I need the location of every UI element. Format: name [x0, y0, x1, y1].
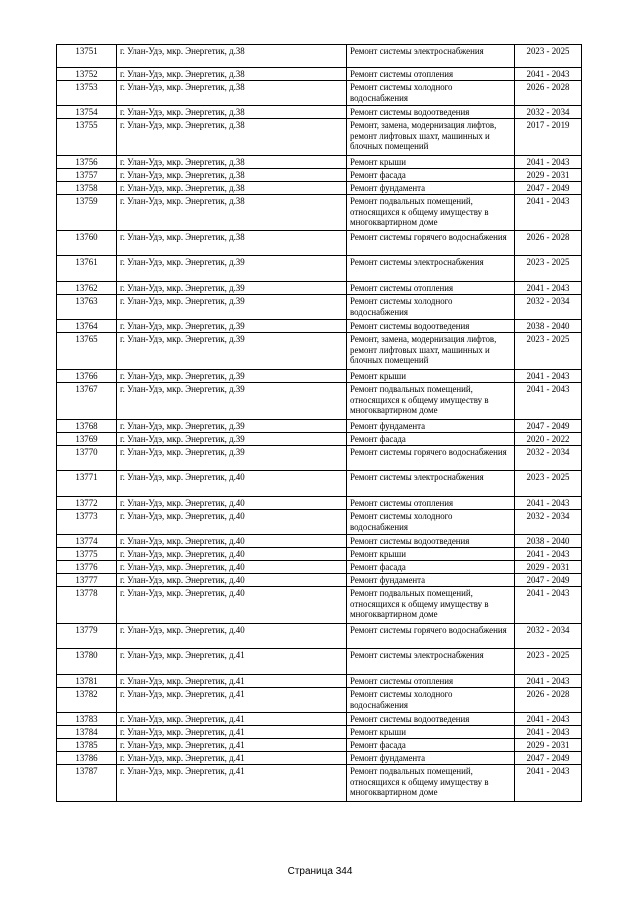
row-address: г. Улан-Удэ, мкр. Энергетик, д.40 — [117, 510, 347, 535]
row-number: 13774 — [57, 535, 117, 548]
row-address: г. Улан-Удэ, мкр. Энергетик, д.39 — [117, 446, 347, 471]
row-number: 13760 — [57, 231, 117, 256]
table-row — [57, 497, 582, 510]
row-number: 13778 — [57, 587, 117, 624]
row-work-type: Ремонт системы водоотведения — [347, 320, 515, 333]
row-address: г. Улан-Удэ, мкр. Энергетик, д.39 — [117, 383, 347, 420]
row-number: 13755 — [57, 119, 117, 156]
table-row — [57, 433, 582, 446]
row-period: 2017 - 2019 — [515, 119, 582, 156]
row-work-type: Ремонт системы горячего водоснабжения — [347, 231, 515, 256]
page-number: Страница 344 — [287, 866, 353, 877]
row-work-type: Ремонт системы холодного водоснабжения — [347, 81, 515, 106]
row-number: 13759 — [57, 195, 117, 231]
row-period: 2047 - 2049 — [515, 752, 582, 765]
row-address: г. Улан-Удэ, мкр. Энергетик, д.38 — [117, 169, 347, 182]
table-row — [57, 688, 582, 713]
row-number: 13763 — [57, 295, 117, 320]
row-number: 13754 — [57, 106, 117, 119]
row-work-type: Ремонт фасада — [347, 169, 515, 182]
table-body — [57, 45, 582, 802]
row-period: 2029 - 2031 — [515, 169, 582, 182]
table-row — [57, 574, 582, 587]
row-address: г. Улан-Удэ, мкр. Энергетик, д.40 — [117, 624, 347, 649]
table-row — [57, 587, 582, 624]
row-number: 13757 — [57, 169, 117, 182]
row-address: г. Улан-Удэ, мкр. Энергетик, д.38 — [117, 195, 347, 231]
row-work-type: Ремонт подвальных помещений, относящихся к общему имуществу в многоквартирном доме — [347, 765, 515, 802]
row-work-type: Ремонт фасада — [347, 739, 515, 752]
table-row — [57, 548, 582, 561]
row-period: 2023 - 2025 — [515, 45, 582, 68]
row-period: 2041 - 2043 — [515, 587, 582, 624]
table-row — [57, 370, 582, 383]
row-address: г. Улан-Удэ, мкр. Энергетик, д.40 — [117, 574, 347, 587]
row-number: 13765 — [57, 333, 117, 370]
row-work-type: Ремонт, замена, модернизация лифтов, ремонт лифтовых шахт, машинных и блочных помещений — [347, 119, 515, 156]
row-number: 13773 — [57, 510, 117, 535]
row-address: г. Улан-Удэ, мкр. Энергетик, д.39 — [117, 420, 347, 433]
row-number: 13781 — [57, 675, 117, 688]
row-period: 2047 - 2049 — [515, 574, 582, 587]
table-row — [57, 675, 582, 688]
table-row — [57, 195, 582, 231]
row-period: 2041 - 2043 — [515, 282, 582, 295]
row-number: 13777 — [57, 574, 117, 587]
row-work-type: Ремонт системы электроснабжения — [347, 45, 515, 68]
row-number: 13782 — [57, 688, 117, 713]
row-period: 2029 - 2031 — [515, 739, 582, 752]
row-work-type: Ремонт системы отопления — [347, 282, 515, 295]
row-address: г. Улан-Удэ, мкр. Энергетик, д.41 — [117, 765, 347, 802]
row-work-type: Ремонт системы электроснабжения — [347, 649, 515, 675]
row-period: 2047 - 2049 — [515, 420, 582, 433]
row-address: г. Улан-Удэ, мкр. Энергетик, д.40 — [117, 535, 347, 548]
row-period: 2041 - 2043 — [515, 765, 582, 802]
row-address: г. Улан-Удэ, мкр. Энергетик, д.39 — [117, 433, 347, 446]
row-work-type: Ремонт системы электроснабжения — [347, 471, 515, 497]
row-work-type: Ремонт системы отопления — [347, 497, 515, 510]
row-number: 13751 — [57, 45, 117, 68]
row-work-type: Ремонт, замена, модернизация лифтов, ремонт лифтовых шахт, машинных и блочных помещений — [347, 333, 515, 370]
row-work-type: Ремонт крыши — [347, 726, 515, 739]
row-address: г. Улан-Удэ, мкр. Энергетик, д.40 — [117, 471, 347, 497]
row-address: г. Улан-Удэ, мкр. Энергетик, д.38 — [117, 231, 347, 256]
row-work-type: Ремонт системы водоотведения — [347, 535, 515, 548]
table-row — [57, 81, 582, 106]
table-row — [57, 320, 582, 333]
row-period: 2041 - 2043 — [515, 713, 582, 726]
row-address: г. Улан-Удэ, мкр. Энергетик, д.38 — [117, 68, 347, 81]
table-row — [57, 282, 582, 295]
table-row — [57, 68, 582, 81]
row-period: 2029 - 2031 — [515, 561, 582, 574]
row-number: 13766 — [57, 370, 117, 383]
row-work-type: Ремонт системы электроснабжения — [347, 256, 515, 282]
row-number: 13758 — [57, 182, 117, 195]
row-work-type: Ремонт крыши — [347, 156, 515, 169]
table-row — [57, 726, 582, 739]
row-address: г. Улан-Удэ, мкр. Энергетик, д.39 — [117, 333, 347, 370]
row-period: 2038 - 2040 — [515, 535, 582, 548]
row-period: 2026 - 2028 — [515, 231, 582, 256]
table-row — [57, 295, 582, 320]
row-address: г. Улан-Удэ, мкр. Энергетик, д.41 — [117, 649, 347, 675]
row-period: 2032 - 2034 — [515, 106, 582, 119]
row-address: г. Улан-Удэ, мкр. Энергетик, д.41 — [117, 688, 347, 713]
row-period: 2038 - 2040 — [515, 320, 582, 333]
row-period: 2032 - 2034 — [515, 510, 582, 535]
table-row — [57, 420, 582, 433]
row-number: 13775 — [57, 548, 117, 561]
row-number: 13762 — [57, 282, 117, 295]
row-number: 13770 — [57, 446, 117, 471]
row-period: 2041 - 2043 — [515, 497, 582, 510]
row-address: г. Улан-Удэ, мкр. Энергетик, д.41 — [117, 675, 347, 688]
row-address: г. Улан-Удэ, мкр. Энергетик, д.39 — [117, 320, 347, 333]
row-work-type: Ремонт подвальных помещений, относящихся к общему имуществу в многоквартирном доме — [347, 587, 515, 624]
row-number: 13772 — [57, 497, 117, 510]
table-row — [57, 231, 582, 256]
row-address: г. Улан-Удэ, мкр. Энергетик, д.41 — [117, 713, 347, 726]
row-address: г. Улан-Удэ, мкр. Энергетик, д.38 — [117, 119, 347, 156]
row-period: 2026 - 2028 — [515, 688, 582, 713]
row-number: 13767 — [57, 383, 117, 420]
row-address: г. Улан-Удэ, мкр. Энергетик, д.39 — [117, 256, 347, 282]
row-period: 2032 - 2034 — [515, 295, 582, 320]
row-period: 2032 - 2034 — [515, 624, 582, 649]
row-period: 2032 - 2034 — [515, 446, 582, 471]
row-work-type: Ремонт системы холодного водоснабжения — [347, 295, 515, 320]
row-work-type: Ремонт подвальных помещений, относящихся к общему имуществу в многоквартирном доме — [347, 195, 515, 231]
row-address: г. Улан-Удэ, мкр. Энергетик, д.38 — [117, 182, 347, 195]
table-row — [57, 119, 582, 156]
row-work-type: Ремонт системы водоотведения — [347, 106, 515, 119]
row-number: 13783 — [57, 713, 117, 726]
row-period: 2023 - 2025 — [515, 333, 582, 370]
row-number: 13784 — [57, 726, 117, 739]
row-number: 13771 — [57, 471, 117, 497]
row-address: г. Улан-Удэ, мкр. Энергетик, д.41 — [117, 739, 347, 752]
row-period: 2023 - 2025 — [515, 471, 582, 497]
row-work-type: Ремонт системы отопления — [347, 675, 515, 688]
row-period: 2041 - 2043 — [515, 370, 582, 383]
repair-schedule-table — [56, 44, 582, 802]
row-address: г. Улан-Удэ, мкр. Энергетик, д.40 — [117, 497, 347, 510]
table-row — [57, 510, 582, 535]
row-address: г. Улан-Удэ, мкр. Энергетик, д.40 — [117, 548, 347, 561]
row-number: 13785 — [57, 739, 117, 752]
row-number: 13752 — [57, 68, 117, 81]
row-work-type: Ремонт фасада — [347, 433, 515, 446]
table-row — [57, 106, 582, 119]
row-address: г. Улан-Удэ, мкр. Энергетик, д.39 — [117, 370, 347, 383]
row-work-type: Ремонт крыши — [347, 370, 515, 383]
table-row — [57, 446, 582, 471]
row-address: г. Улан-Удэ, мкр. Энергетик, д.39 — [117, 282, 347, 295]
row-number: 13776 — [57, 561, 117, 574]
row-period: 2041 - 2043 — [515, 156, 582, 169]
row-number: 13779 — [57, 624, 117, 649]
row-work-type: Ремонт системы отопления — [347, 68, 515, 81]
row-work-type: Ремонт системы горячего водоснабжения — [347, 446, 515, 471]
row-number: 13786 — [57, 752, 117, 765]
row-period: 2047 - 2049 — [515, 182, 582, 195]
row-work-type: Ремонт фундамента — [347, 182, 515, 195]
table-row — [57, 713, 582, 726]
table-row — [57, 752, 582, 765]
row-work-type: Ремонт подвальных помещений, относящихся к общему имуществу в многоквартирном доме — [347, 383, 515, 420]
row-work-type: Ремонт системы холодного водоснабжения — [347, 688, 515, 713]
row-period: 2041 - 2043 — [515, 726, 582, 739]
row-work-type: Ремонт фундамента — [347, 574, 515, 587]
row-work-type: Ремонт системы водоотведения — [347, 713, 515, 726]
row-number: 13753 — [57, 81, 117, 106]
row-address: г. Улан-Удэ, мкр. Энергетик, д.38 — [117, 106, 347, 119]
row-number: 13756 — [57, 156, 117, 169]
table-row — [57, 45, 582, 68]
row-number: 13768 — [57, 420, 117, 433]
row-address: г. Улан-Удэ, мкр. Энергетик, д.40 — [117, 561, 347, 574]
row-period: 2041 - 2043 — [515, 675, 582, 688]
row-address: г. Улан-Удэ, мкр. Энергетик, д.41 — [117, 752, 347, 765]
row-address: г. Улан-Удэ, мкр. Энергетик, д.38 — [117, 45, 347, 68]
row-address: г. Улан-Удэ, мкр. Энергетик, д.40 — [117, 587, 347, 624]
row-number: 13761 — [57, 256, 117, 282]
table-row — [57, 182, 582, 195]
row-address: г. Улан-Удэ, мкр. Энергетик, д.38 — [117, 81, 347, 106]
table-row — [57, 535, 582, 548]
row-address: г. Улан-Удэ, мкр. Энергетик, д.39 — [117, 295, 347, 320]
row-work-type: Ремонт системы холодного водоснабжения — [347, 510, 515, 535]
row-work-type: Ремонт фундамента — [347, 420, 515, 433]
row-number: 13769 — [57, 433, 117, 446]
row-period: 2020 - 2022 — [515, 433, 582, 446]
row-period: 2026 - 2028 — [515, 81, 582, 106]
table-row — [57, 765, 582, 802]
row-work-type: Ремонт системы горячего водоснабжения — [347, 624, 515, 649]
table-row — [57, 561, 582, 574]
table-row — [57, 649, 582, 675]
row-period: 2041 - 2043 — [515, 383, 582, 420]
table-row — [57, 383, 582, 420]
row-period: 2041 - 2043 — [515, 548, 582, 561]
row-number: 13780 — [57, 649, 117, 675]
row-period: 2041 - 2043 — [515, 195, 582, 231]
row-period: 2041 - 2043 — [515, 68, 582, 81]
table-row — [57, 169, 582, 182]
row-number: 13764 — [57, 320, 117, 333]
row-address: г. Улан-Удэ, мкр. Энергетик, д.41 — [117, 726, 347, 739]
row-period: 2023 - 2025 — [515, 649, 582, 675]
row-address: г. Улан-Удэ, мкр. Энергетик, д.38 — [117, 156, 347, 169]
row-number: 13787 — [57, 765, 117, 802]
row-work-type: Ремонт фундамента — [347, 752, 515, 765]
table-row — [57, 156, 582, 169]
row-work-type: Ремонт крыши — [347, 548, 515, 561]
row-period: 2023 - 2025 — [515, 256, 582, 282]
table-row — [57, 471, 582, 497]
table-row — [57, 256, 582, 282]
table-row — [57, 739, 582, 752]
table-row — [57, 333, 582, 370]
row-work-type: Ремонт фасада — [347, 561, 515, 574]
table-row — [57, 624, 582, 649]
